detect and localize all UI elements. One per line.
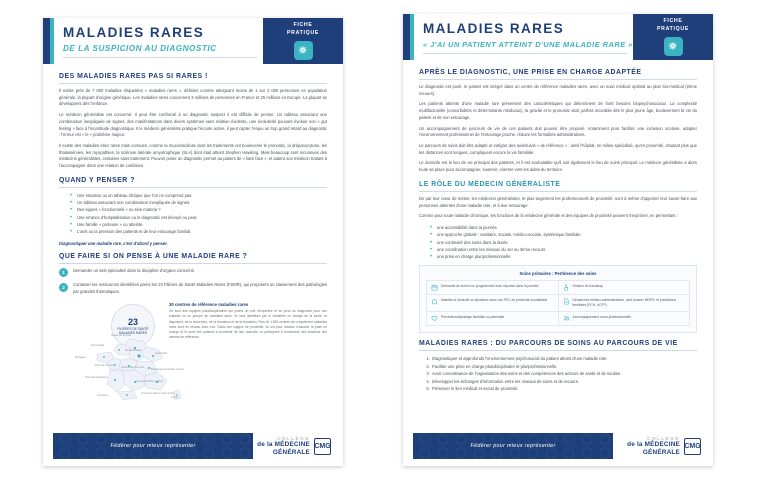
section-rule <box>419 350 697 351</box>
table-cell-text: Maintien à domicile ou situations avec une PEC de proximité souhaitable <box>441 298 548 303</box>
fiche-label-line2: PRATIQUE <box>656 26 690 32</box>
section-heading: MALADIES RARES : DU PARCOURS DE SOINS AU PARCOURS DE VIE <box>419 340 678 348</box>
home-icon <box>431 298 438 305</box>
paragraph: Il existe près de 7 000 maladies étiquetées « maladies rares », définies comme atteignant moins de 1 sur 2 000 personnes en population générale, la plupart d'origine génétique. Les maladies rares concernent 3 millions de personnes en France et 25 millions en Europe. La plupart se développent dès l'enfance. <box>59 88 327 107</box>
section-quand-y-penser <box>59 177 327 246</box>
footer-tagline: Fédérer pour mieux représenter <box>110 443 196 449</box>
map-region-label: Corse <box>171 396 179 400</box>
section-apres-le-diagnostic <box>419 69 697 174</box>
heart-icon <box>431 315 438 322</box>
table-cell-text: Gestion du handicap <box>572 284 603 289</box>
header-divider <box>63 57 257 58</box>
paragraph: Les patients atteints d'une maladie rare présentent des caractéristiques qui déterminent de forts besoins biopsychosociaux. La complexité multifactorielle (comorbidités et déterminants médicaux), la gravité et le pronostic vital, parfois incurable dès le plus jeune âge, bouleversent la vie du patient et de son entourage. <box>419 101 697 120</box>
section-role-medecin-generaliste <box>419 181 697 333</box>
map-region-label: Bourgogne-Franche-Comté <box>151 368 184 372</box>
table-cell-text: Prévention/dépistage familiale ou parentale <box>441 315 505 320</box>
section-rule <box>419 79 697 80</box>
map-caption-title: 30 centres de référence maladies rares <box>169 302 249 308</box>
ordered-list <box>419 355 697 392</box>
logo-line2: de la MÉDECINE <box>257 441 310 449</box>
table-cell-text: Accompagnement socio-professionnelle <box>572 315 631 320</box>
header-navy-bar <box>43 18 50 64</box>
paragraph: Il existe des maladies étiez rares mais connues, comme la mucoviscidose dont les traitements ont bouleversé le pronostic, la drépanocytose, les thalassémies, les myopathies, la sclérose latérale amyotrophique (SLA) dont était atteint Stephen Hawking. Mais beaucoup sont inconnues des médecins généralistes, certaines sans traitement. Pouvoir poser un diagnostic permet au patient de « faire face », et aidera son médecin traitant à l'accompagner dans une relation de confiance. <box>59 143 327 169</box>
page-title: MALADIES RARES <box>423 21 565 36</box>
page-subtitle: DE LA SUSPICION AU DIAGNOSTIC <box>63 44 217 53</box>
list-item: • Une situation ou un tableau clinique que l'on ne comprend pas. <box>71 192 327 199</box>
page-body-right <box>403 60 713 393</box>
fiche-label-line1: FICHE <box>663 18 683 25</box>
section-parcours-de-vie <box>419 340 697 392</box>
document-icon <box>563 298 570 305</box>
map-region-label: Grand Est <box>155 352 168 356</box>
map-region-label: Hauts-de-France <box>111 334 132 338</box>
map-figure <box>59 300 327 404</box>
wheelchair-icon <box>563 284 570 291</box>
list-item: • une continuité des soins dans la durée <box>431 239 697 246</box>
section-rule <box>419 191 697 192</box>
table-cell <box>427 295 559 312</box>
fiche-label-line1: FICHE <box>293 22 313 29</box>
page-body-left <box>43 64 343 404</box>
calendar-icon <box>431 284 438 291</box>
list-item: 1. Diagnostiquer et approfondir l'environnement psychosocial du patient atteint d'une maladie rare. <box>431 355 697 362</box>
users-icon <box>563 315 570 322</box>
fiche-pratique-badge <box>263 18 343 64</box>
paragraph: De par leur cœur de métier, les médecins généralistes, et plus largement les professionnels de proximité, sont à même d'apporter leur savoir-faire aux personnes atteintes d'une maladie rare, et à leur entourage. <box>419 195 697 208</box>
map-caption <box>169 302 327 339</box>
soins-primaires-table <box>419 265 697 333</box>
page-title: MALADIES RARES <box>63 25 205 40</box>
section-rule <box>59 263 327 264</box>
list-item: • une accessibilité dans la journée <box>431 224 697 231</box>
table-row <box>427 312 690 326</box>
numbered-step <box>59 268 327 278</box>
header-teal-bar <box>50 18 54 64</box>
table-cell <box>558 281 690 295</box>
section-rule <box>59 187 327 188</box>
page-subtitle: « J'AI UN PATIENT ATTEINT D'UNE MALADIE RARE » <box>423 40 633 49</box>
list-item: • une coordination entre les niveaux du 1er au 3ème recours <box>431 246 697 253</box>
paragraph: Le parcours de soins doit être adapté et intégrer des avis/suivis « de référence » : ainsi l'hôpital, en milieu spécialisé, qu'en proximité, d'autant plus que les distances sont longues, compliquent encore la vie familiale. <box>419 143 697 155</box>
cmg-logo <box>257 436 331 456</box>
logo-line2: de la MÉDECINE <box>627 441 680 449</box>
map-region-label: Nouvelle-Aquitaine <box>85 376 108 380</box>
list-item: 4. Développer les échanges d'information entre les niveaux de soins et de recours. <box>431 378 697 385</box>
gear-icon <box>294 41 313 60</box>
table-cell-text: Démarches médico-administratives, dont dossier MDPH, et prestations familiales (PCH, ACFP) <box>572 298 677 308</box>
paragraph: Le domicile est le lieu de vie principal des patients, et il est souhaitable qu'il soit également le lieu de soins principal. Le médecin généraliste a alors toute sa place pour accompagner, soutenir, orienter vers les aides du territoire. <box>419 160 697 173</box>
section-des-maladies-rares <box>59 73 327 170</box>
paragraph: Comme pour toute maladie chronique, les fonctions de la médecine générale et des équipes de proximité peuvent s'exprimer, en permettant : <box>419 213 678 219</box>
list-item: • Des signes « fonctionnels » ou sine materia ? <box>71 206 327 213</box>
map-region-label: Provence-Alpes-Côte d'Azur <box>141 392 175 396</box>
table-cell <box>427 281 559 295</box>
map-region-label: Occitanie <box>97 394 109 398</box>
document-page-left <box>43 18 343 466</box>
fiche-label-line2: PRATIQUE <box>286 30 320 36</box>
logo-mark: CMG <box>684 438 701 455</box>
table-title: Soins primaires : Pertinence des soins <box>519 271 597 277</box>
table-cell <box>558 295 690 312</box>
header-navy-bar <box>403 14 410 60</box>
step-number: 2 <box>59 283 68 292</box>
logo-line3: GÉNÉRALE <box>272 448 310 456</box>
badge-number: 23 <box>127 317 138 328</box>
logo-line1: COLLÈGE <box>647 436 680 442</box>
bullet-list <box>59 192 327 236</box>
page-header-left <box>43 18 343 64</box>
footer-band <box>53 433 253 459</box>
page-footer-right <box>403 426 713 466</box>
emphasis-note: Diagnostiquer une maladie rare, c'est d'abord y penser. <box>59 240 168 246</box>
list-item: • Une errance d'hospitalisation ou le diagnostic est dévoyé ou peut. <box>71 214 327 221</box>
list-item: • L'avis ou la pression des patients et de leur entourage familial. <box>71 228 327 235</box>
map-region-label: Auvergne-Rhône-Alpes <box>135 380 163 384</box>
map-region-label: Centre-Val de Loire <box>121 366 145 370</box>
page-header-right <box>403 14 713 60</box>
footer-band <box>413 433 613 459</box>
gear-icon <box>664 37 683 56</box>
section-heading: QUE FAIRE SI ON PENSE À UNE MALADIE RARE ? <box>59 252 248 260</box>
table <box>426 280 690 326</box>
section-que-faire <box>59 253 327 405</box>
table-row <box>427 281 690 295</box>
numbered-step <box>59 282 327 295</box>
step-text: Demander un avis spécialisé dans la discipline d'organe concerné. <box>73 267 196 273</box>
list-item: • Une famille « porteuse » ou atteinte. <box>71 221 327 228</box>
paragraph: Le diagnostic est posé, le patient est intégré dans un centre de référence maladies rares, avec un suivi médical optimal au plan bio-médical (2ème recours). <box>419 84 697 96</box>
table-row <box>427 295 690 312</box>
list-item: 2. Faciliter une prise en charge pluridisciplinaire et pluriprofessionnelle. <box>431 363 697 370</box>
header-divider <box>423 53 627 54</box>
section-rule <box>59 83 327 84</box>
step-text: Contacter les ressources identifiées parmi les 23 Filières de Santé Maladies Rares (FSMR), qui proposent un classement des pathologies par grandes thématiques. <box>73 282 327 294</box>
map-region-label: Île-de-France <box>125 349 141 353</box>
logo-mark: CMG <box>314 438 331 455</box>
step-number: 1 <box>59 268 68 277</box>
map-caption-text: Ce sont des équipes pluridisciplinaires qui jouent un rôle d'expertise et de pivot du diagnostic pour une maladie ou un groupe de maladies rares. Ils sont labellisés par le ministère en charge de la santé, et disposent, de la recherche, de la formation et de la formation. Plus de 1 800 centres de compétence maladies rares sont en réseau avec eux. Dans une logique de proximité, ils ont pour mission d'assurer la prise en charge et le suivi des patients à proximité de leur domicile, et participent à l'ensemble des missions des centres de référence. <box>169 309 327 339</box>
page-footer-left <box>43 426 343 466</box>
paragraph: Le médecin généraliste est concerné. Il peut être confronté à un diagnostic suspect il est difficile de penser. Un tableau associant une combinaison inexpliquée de signes, des manifestations dans divers systèmes sans relation évidente, une évolutivité pouvant évoluer son « gut feeling » face à l'incertitude diagnostique. Il le médecin généraliste pratique l'écoute active, il peut capter l'enjeu un trop grand retard au diagnostic : l'erreur est « le » problème majeur. <box>59 112 327 138</box>
map-region-label: Pays de la Loire <box>95 364 115 368</box>
table-cell-text: Demande de soins non programmés avec réponse dans la journée <box>441 284 539 289</box>
map-region-label: Normandie <box>91 344 105 348</box>
footer-tagline: Fédérer pour mieux représenter <box>470 443 556 449</box>
paragraph: Un accompagnement de parcours de vie de ces patients doit pouvoir être proposé, notamment pour faciliter une inclusion scolaire, adapter l'environnement professionnel de l'entourage proche, réduire les formalités administratives. <box>419 125 697 138</box>
cmg-logo <box>627 436 701 456</box>
section-heading: APRÈS LE DIAGNOSTIC, UNE PRISE EN CHARGE ADAPTÉE <box>419 69 642 76</box>
list-item: 3. Avoir connaissance de l'organisation des soins et des compétences des acteurs de santé et de soutien. <box>431 370 697 377</box>
section-heading: LE RÔLE DU MÉDECIN GÉNÉRALISTE <box>419 180 561 188</box>
document-page-right <box>403 14 713 466</box>
badge-label: FILIÈRES DE SANTÉ MALADIES RARES <box>117 327 149 336</box>
list-item: 5. Préserver le lien médical et social de proximité. <box>431 385 697 392</box>
list-item: • une prise en charge pluriprofessionnelle <box>431 253 697 260</box>
list-item: • une approche globale : sanitaire, sociale, médico-sociale, systémique familiale <box>431 231 697 238</box>
logo-line1: COLLÈGE <box>277 436 310 442</box>
fiche-pratique-badge <box>633 14 713 60</box>
list-item: • Un tableau associant une combinaison inexpliquée de signes. <box>71 199 327 206</box>
map-region-label: Bretagne <box>75 356 86 360</box>
header-teal-bar <box>410 14 414 60</box>
table-cell <box>558 312 690 326</box>
section-heading: QUAND Y PENSER ? <box>59 176 135 184</box>
bullet-list <box>419 224 697 260</box>
section-heading: DES MALADIES RARES PAS SI RARES ! <box>59 73 208 80</box>
table-cell <box>427 312 559 326</box>
logo-line3: GÉNÉRALE <box>642 448 680 456</box>
